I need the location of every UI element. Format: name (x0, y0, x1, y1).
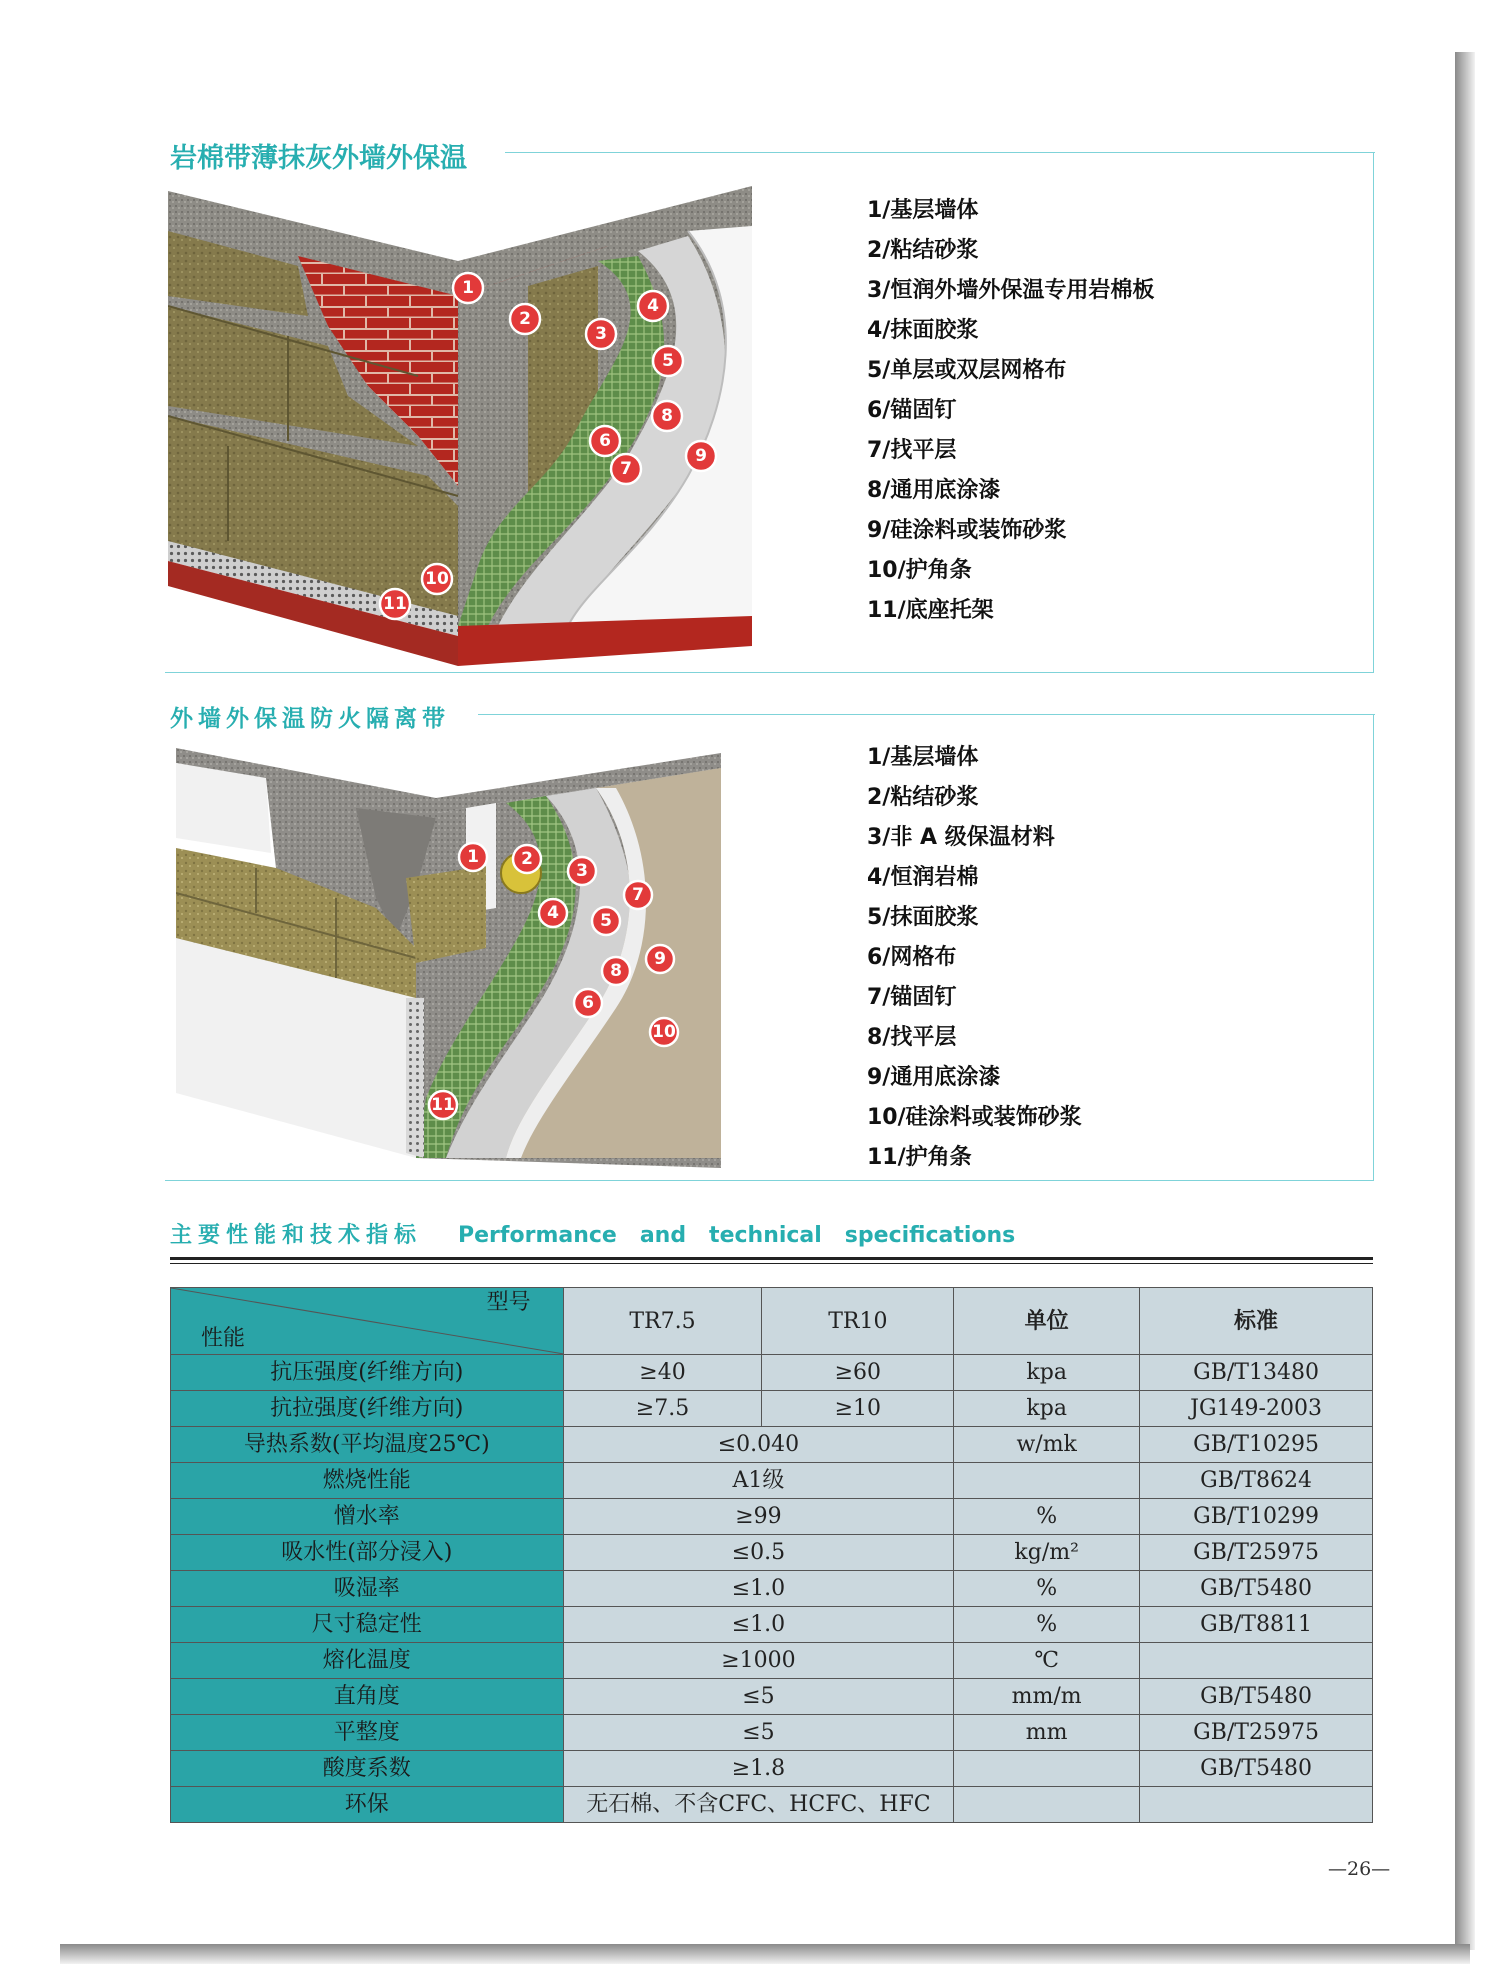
row-value: ≤1.0 (563, 1571, 954, 1607)
legend-item: 9/通用底涂漆 (867, 1065, 1001, 1090)
table-row (171, 1355, 1373, 1391)
specs-table (170, 1287, 1373, 1823)
header-corner-cell (171, 1288, 564, 1355)
table-row (171, 1715, 1373, 1751)
legend-item: 6/锚固钉 (867, 398, 957, 423)
specs-heading (170, 1218, 1015, 1249)
section1-title: 岩棉带薄抹灰外墙外保温 (170, 143, 467, 174)
specs-title-en: Performance and technical specifications (458, 1223, 1016, 1248)
row-property: 尺寸稳定性 (171, 1607, 564, 1643)
row-property: 抗压强度(纤维方向) (171, 1355, 564, 1391)
row-standard: GB/T5480 (1140, 1571, 1373, 1607)
eps-board-top-left (176, 763, 271, 853)
table-row (171, 1535, 1373, 1571)
marker: 9 (695, 446, 707, 466)
row-property: 燃烧性能 (171, 1463, 564, 1499)
row-unit: % (954, 1607, 1140, 1643)
section2-legend (867, 738, 1082, 1178)
row-unit: kpa (954, 1391, 1140, 1427)
page-number: —26— (1328, 1858, 1391, 1880)
legend-item: 10/硅涂料或装饰砂浆 (867, 1105, 1082, 1130)
section2-wall-illustration (176, 748, 736, 1168)
row-unit (954, 1463, 1140, 1499)
row-value: ≤0.040 (563, 1427, 954, 1463)
marker: 5 (600, 911, 612, 931)
row-property: 熔化温度 (171, 1643, 564, 1679)
header-model1: TR7.5 (563, 1288, 762, 1355)
legend-item: 4/抹面胶浆 (867, 318, 979, 343)
row-value: 无石棉、不含CFC、HCFC、HFC (563, 1787, 954, 1823)
header-unit: 单位 (954, 1288, 1140, 1355)
row-property: 环保 (171, 1787, 564, 1823)
marker: 11 (431, 1095, 455, 1115)
row-property: 吸水性(部分浸入) (171, 1535, 564, 1571)
legend-item: 1/基层墙体 (867, 198, 979, 223)
table-row (171, 1787, 1373, 1823)
row-standard: GB/T8624 (1140, 1463, 1373, 1499)
marker: 8 (610, 961, 622, 981)
legend-item: 3/恒润外墙外保温专用岩棉板 (867, 278, 1155, 303)
corner-bottom-label: 性能 (201, 1326, 246, 1351)
legend-item: 8/找平层 (867, 1025, 957, 1050)
row-unit: mm (954, 1715, 1140, 1751)
table-row (171, 1427, 1373, 1463)
legend-item: 2/粘结砂浆 (867, 785, 979, 810)
row-standard: JG149-2003 (1140, 1391, 1373, 1427)
marker: 6 (582, 993, 594, 1013)
row-unit: kg/m² (954, 1535, 1140, 1571)
row-standard: GB/T5480 (1140, 1679, 1373, 1715)
marker: 9 (654, 949, 666, 969)
section1-wall-illustration (168, 186, 752, 666)
legend-item: 6/网格布 (867, 945, 957, 970)
marker: 6 (599, 431, 611, 451)
row-tr10: ≥60 (762, 1355, 954, 1391)
corner-top-label: 型号 (486, 1290, 531, 1315)
marker: 10 (425, 569, 449, 589)
row-property: 酸度系数 (171, 1751, 564, 1787)
marker: 3 (595, 324, 607, 344)
row-standard (1140, 1787, 1373, 1823)
marker: 5 (662, 351, 674, 371)
row-standard: GB/T25975 (1140, 1535, 1373, 1571)
corner-bead (406, 998, 424, 1158)
row-property: 吸湿率 (171, 1571, 564, 1607)
legend-item: 11/底座托架 (867, 598, 994, 623)
table-row (171, 1499, 1373, 1535)
marker: 8 (661, 406, 673, 426)
marker: 4 (547, 903, 559, 923)
legend-item: 4/恒润岩棉 (867, 865, 979, 890)
row-property: 抗拉强度(纤维方向) (171, 1391, 564, 1427)
row-property: 导热系数(平均温度25℃) (171, 1427, 564, 1463)
table-row (171, 1751, 1373, 1787)
marker: 7 (632, 885, 644, 905)
marker: 4 (647, 296, 659, 316)
row-tr75: ≥40 (563, 1355, 762, 1391)
legend-item: 2/粘结砂浆 (867, 238, 979, 263)
specs-title-cn: 主要性能和技术指标 (170, 1223, 423, 1248)
row-unit: kpa (954, 1355, 1140, 1391)
row-standard: GB/T10295 (1140, 1427, 1373, 1463)
row-unit: mm/m (954, 1679, 1140, 1715)
row-property: 憎水率 (171, 1499, 564, 1535)
row-value: ≤5 (563, 1715, 954, 1751)
row-tr75: ≥7.5 (563, 1391, 762, 1427)
marker: 10 (652, 1022, 676, 1042)
table-row (171, 1571, 1373, 1607)
legend-item: 11/护角条 (867, 1145, 972, 1170)
section1-legend (867, 191, 1154, 631)
row-value: A1级 (563, 1463, 954, 1499)
row-unit (954, 1751, 1140, 1787)
legend-item: 9/硅涂料或装饰砂浆 (867, 518, 1067, 543)
row-standard: GB/T13480 (1140, 1355, 1373, 1391)
legend-item: 1/基层墙体 (867, 745, 979, 770)
row-value: ≤0.5 (563, 1535, 954, 1571)
legend-item: 5/抹面胶浆 (867, 905, 979, 930)
table-row (171, 1391, 1373, 1427)
row-standard (1140, 1643, 1373, 1679)
row-standard: GB/T8811 (1140, 1607, 1373, 1643)
page-shadow-bottom (60, 1944, 1470, 1964)
marker: 7 (620, 459, 632, 479)
row-value: ≤5 (563, 1679, 954, 1715)
row-standard: GB/T25975 (1140, 1715, 1373, 1751)
marker: 1 (467, 847, 479, 867)
legend-item: 8/通用底涂漆 (867, 478, 1001, 503)
legend-item: 7/找平层 (867, 438, 957, 463)
row-property: 直角度 (171, 1679, 564, 1715)
header-model2: TR10 (762, 1288, 954, 1355)
table-row (171, 1463, 1373, 1499)
marker: 2 (519, 309, 531, 329)
marker: 1 (462, 278, 474, 298)
row-tr10: ≥10 (762, 1391, 954, 1427)
legend-item: 5/单层或双层网格布 (867, 358, 1067, 383)
row-unit: ℃ (954, 1643, 1140, 1679)
table-header-row (171, 1288, 1373, 1355)
page-shadow-right (1455, 52, 1475, 1950)
row-standard: GB/T10299 (1140, 1499, 1373, 1535)
row-value: ≥1000 (563, 1643, 954, 1679)
row-unit: % (954, 1571, 1140, 1607)
marker: 11 (383, 594, 407, 614)
row-property: 平整度 (171, 1715, 564, 1751)
row-unit: % (954, 1499, 1140, 1535)
row-value: ≥99 (563, 1499, 954, 1535)
header-standard: 标准 (1140, 1288, 1373, 1355)
marker: 3 (576, 861, 588, 881)
row-unit (954, 1787, 1140, 1823)
specs-rule-thin (170, 1263, 1373, 1264)
legend-item: 10/护角条 (867, 558, 972, 583)
row-unit: w/mk (954, 1427, 1140, 1463)
marker: 2 (521, 849, 533, 869)
row-value: ≤1.0 (563, 1607, 954, 1643)
legend-item: 7/锚固钉 (867, 985, 957, 1010)
row-value: ≥1.8 (563, 1751, 954, 1787)
table-row (171, 1679, 1373, 1715)
section2-title: 外墙外保温防火隔离带 (170, 706, 450, 732)
row-standard: GB/T5480 (1140, 1751, 1373, 1787)
specs-rule-thick (170, 1257, 1373, 1260)
legend-item: 3/非 A 级保温材料 (867, 825, 1055, 850)
table-row (171, 1607, 1373, 1643)
table-row (171, 1643, 1373, 1679)
